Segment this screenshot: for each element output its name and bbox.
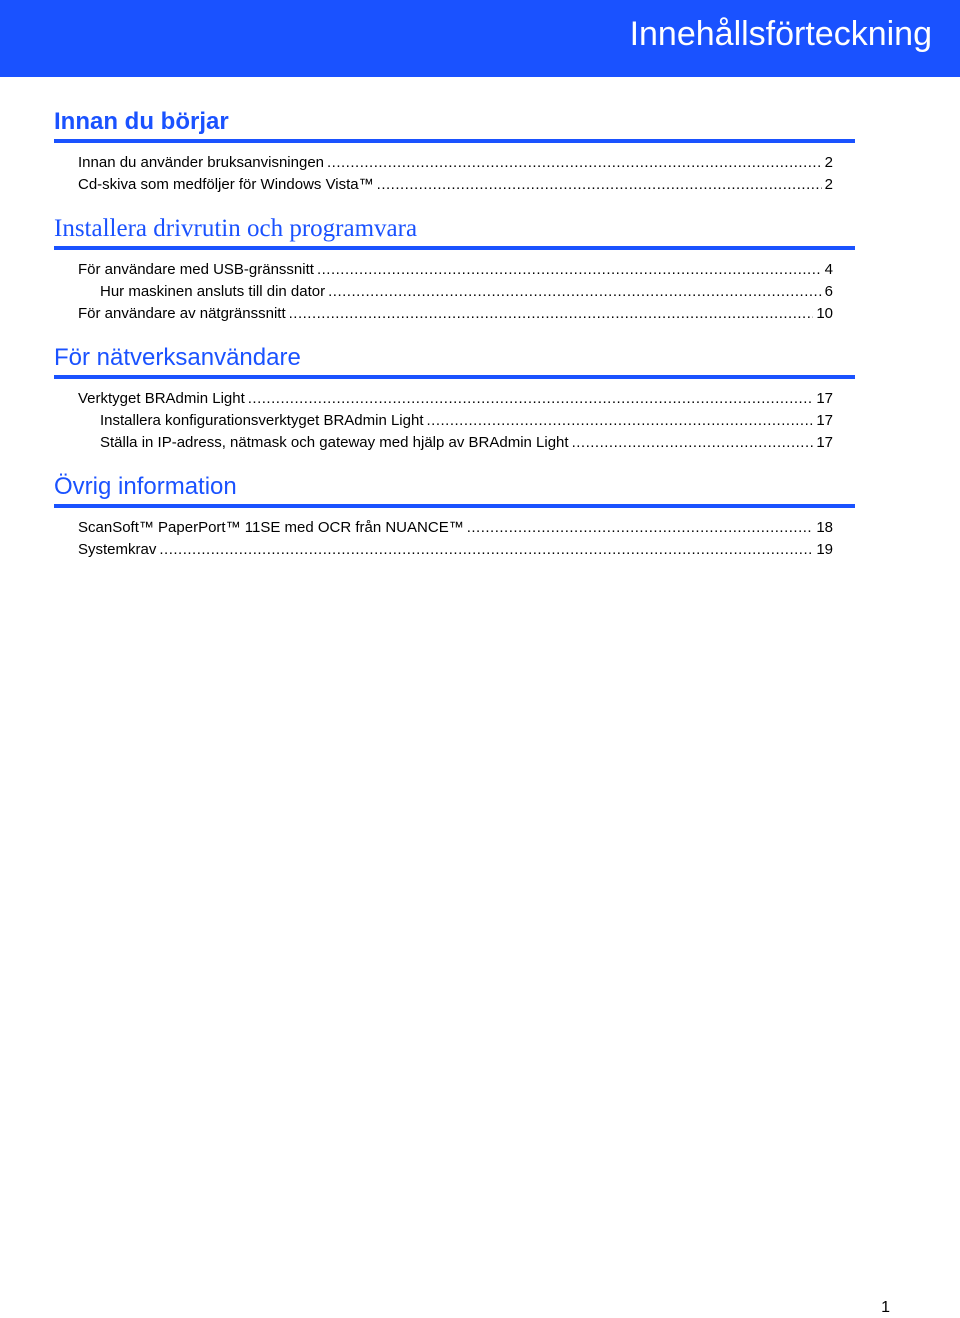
table-of-contents [54,106,855,578]
toc-entry-page: 17 [816,390,833,407]
toc-entry-list [54,517,855,561]
dot-leader [317,259,822,281]
toc-entry-label: Cd-skiva som medföljer för Windows Vista™ [78,176,374,193]
toc-entry-label: Installera konfigurationsverktyget BRAdmin Light [100,412,424,429]
toc-entry-page: 10 [816,305,833,322]
toc-entry[interactable] [54,410,833,432]
toc-entry-label: För användare av nätgränssnitt [78,305,286,322]
section-divider [54,246,855,250]
toc-entry[interactable] [54,539,833,561]
toc-entry-page: 2 [824,154,833,171]
toc-entry-list [54,152,855,196]
toc-section [54,213,855,325]
toc-entry[interactable] [54,152,833,174]
toc-section [54,342,855,454]
dot-leader [572,432,814,454]
toc-entry[interactable] [54,517,833,539]
toc-entry-page: 2 [824,176,833,193]
toc-entry[interactable] [54,388,833,410]
section-divider [54,375,855,379]
section-heading: Installera drivrutin och programvara [54,215,418,242]
toc-entry-label: ScanSoft™ PaperPort™ 11SE med OCR från NUANCE™ [78,519,464,536]
section-divider [54,139,855,143]
toc-entry[interactable] [54,259,833,281]
dot-leader [377,174,822,196]
toc-entry[interactable] [54,303,833,325]
section-divider [54,504,855,508]
page-number: 1 [881,1299,890,1316]
toc-entry-label: Verktyget BRAdmin Light [78,390,245,407]
toc-entry[interactable] [54,281,833,303]
toc-entry-label: För användare med USB-gränssnitt [78,261,314,278]
dot-leader [159,539,813,561]
page-title: Innehållsförteckning [629,15,932,53]
dot-leader [248,388,814,410]
toc-entry-page: 17 [816,412,833,429]
toc-entry[interactable] [54,432,833,454]
toc-entry-list [54,259,855,325]
section-heading: Övrig information [54,473,237,500]
title-banner [0,0,960,77]
toc-entry-page: 19 [816,541,833,558]
toc-entry-page: 4 [824,261,833,278]
dot-leader [467,517,814,539]
toc-entry-page: 6 [824,283,833,300]
section-heading: För nätverksanvändare [54,344,301,371]
toc-section [54,106,855,196]
dot-leader [289,303,814,325]
toc-entry-page: 18 [816,519,833,536]
section-heading: Innan du börjar [54,108,229,135]
toc-entry[interactable] [54,174,833,196]
toc-entry-list [54,388,855,454]
toc-entry-label: Innan du använder bruksanvisningen [78,154,325,171]
toc-entry-label: Systemkrav [78,541,157,558]
dot-leader [328,281,822,303]
toc-entry-label: Hur maskinen ansluts till din dator [100,283,326,300]
toc-entry-label: Ställa in IP-adress, nätmask och gateway med hjälp av BRAdmin Light [100,434,569,451]
toc-entry-page: 17 [816,434,833,451]
toc-section [54,471,855,561]
dot-leader [327,152,822,174]
dot-leader [427,410,814,432]
